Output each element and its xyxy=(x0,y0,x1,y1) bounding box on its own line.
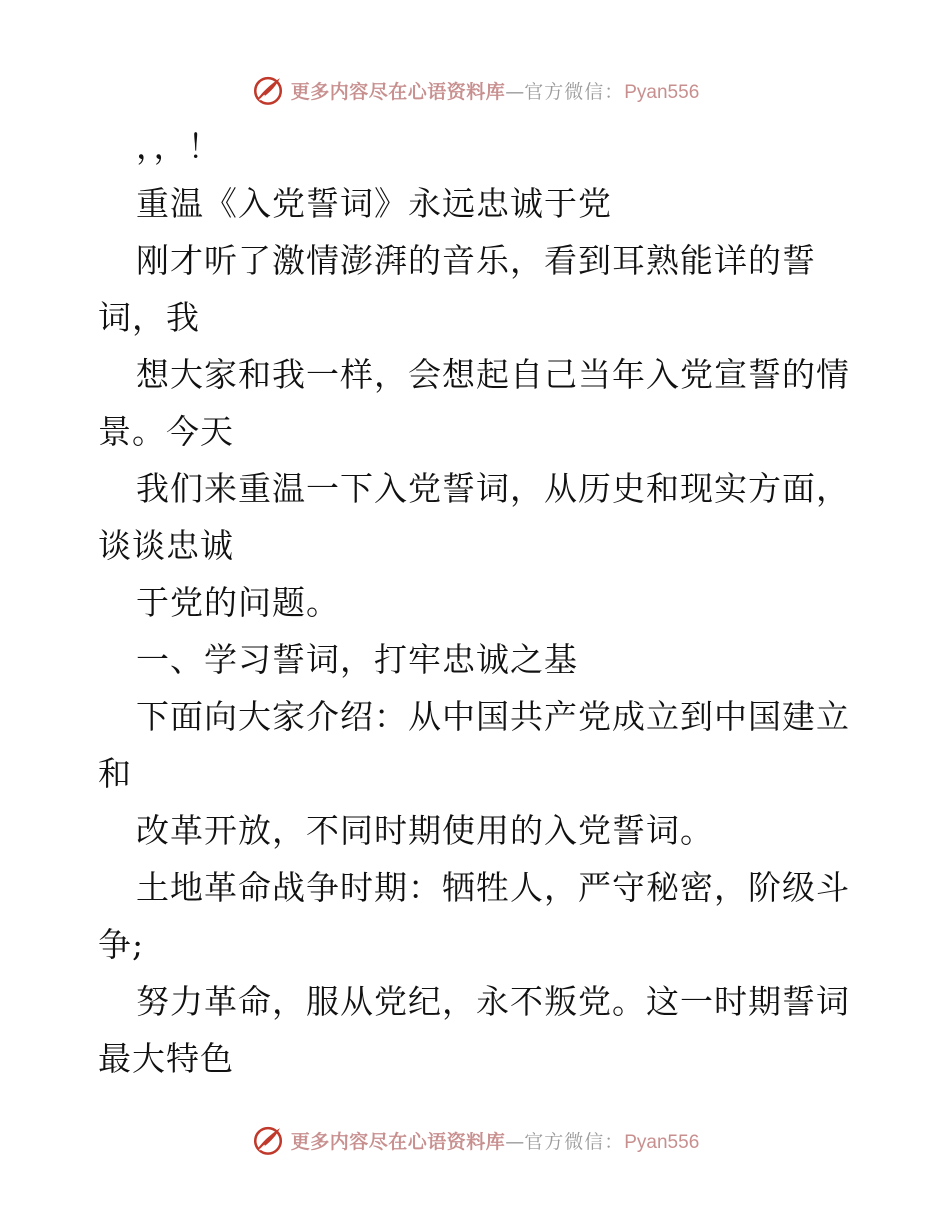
text-line: 刚才听了激情澎湃的音乐，看到耳熟能详的誓 xyxy=(136,241,816,280)
text-line: 于党的问题。 xyxy=(136,583,340,622)
text-line: ，，！ xyxy=(136,127,222,166)
text-line: 谈谈忠诚 xyxy=(98,526,234,565)
footer-banner xyxy=(0,1120,950,1160)
banner-text xyxy=(291,1127,700,1154)
banner-separator: — xyxy=(505,1130,525,1153)
banner-official-label: 官方微信： xyxy=(524,80,625,103)
quill-pen-logo-icon xyxy=(251,73,285,107)
banner-main-text: 更多内容尽在心语资料库 xyxy=(290,1130,506,1153)
text-line: 重温《入党誓词》永远忠诚于党 xyxy=(136,184,612,223)
banner-official-label: 官方微信： xyxy=(524,1130,625,1153)
text-line: 想大家和我一样，会想起自己当年入党宣誓的情 xyxy=(136,355,850,394)
banner-wechat-id: Pyan556 xyxy=(624,1131,700,1153)
text-line: 词，我 xyxy=(98,298,200,337)
text-line: 我们来重温一下入党誓词，从历史和现实方面， xyxy=(136,469,850,508)
banner-wechat-id: Pyan556 xyxy=(624,81,700,103)
header-banner xyxy=(0,70,950,110)
text-line: 下面向大家介绍：从中国共产党成立到中国建立 xyxy=(136,697,850,736)
banner-separator: — xyxy=(505,80,525,103)
text-line: 改革开放，不同时期使用的入党誓词。 xyxy=(136,811,714,850)
text-line: 景。今天 xyxy=(98,412,234,451)
text-line: 和 xyxy=(98,754,132,793)
text-line: 争; xyxy=(98,925,145,964)
text-line: 努力革命，服从党纪，永不叛党。这一时期誓词 xyxy=(136,982,850,1021)
banner-main-text: 更多内容尽在心语资料库 xyxy=(290,80,506,103)
banner-text xyxy=(291,77,700,104)
text-line: 最大特色 xyxy=(98,1039,234,1078)
text-line: 土地革命战争时期：牺牲人，严守秘密，阶级斗 xyxy=(136,868,850,907)
quill-pen-logo-icon xyxy=(251,1123,285,1157)
document-body xyxy=(98,118,858,1087)
text-line: 一、学习誓词，打牢忠诚之基 xyxy=(136,640,578,679)
